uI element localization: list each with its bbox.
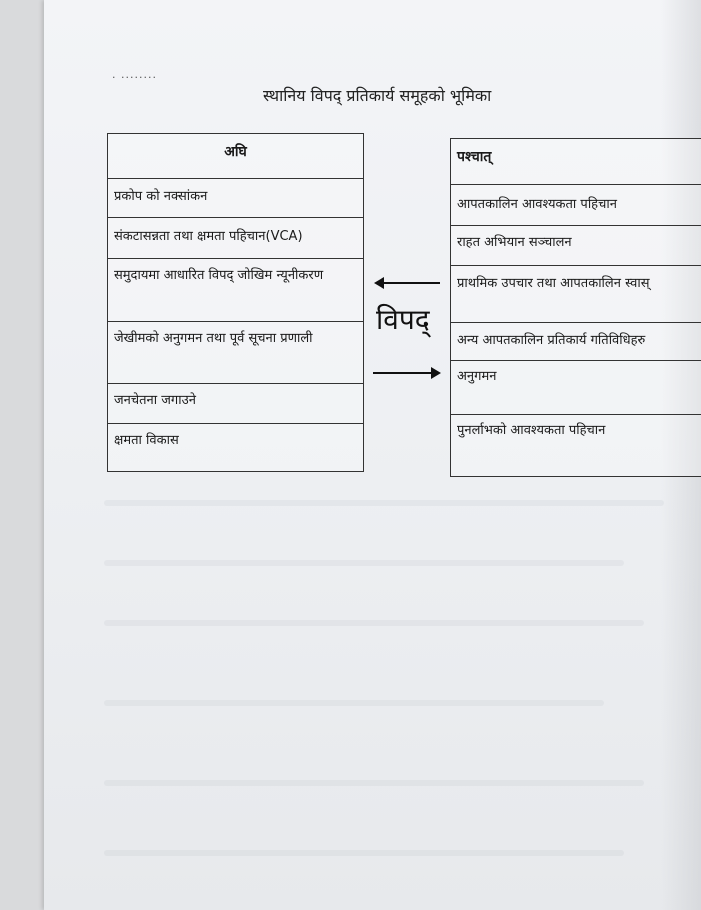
after-item: प्राथमिक उपचार तथा आपतकालिन स्वास् — [451, 265, 701, 322]
page-title: स्थानिय विपद् प्रतिकार्य समूहको भूमिका — [263, 86, 492, 105]
after-item: राहत अभियान सञ्चालन — [451, 225, 701, 265]
before-item: प्रकोप को नक्सांकन — [108, 178, 363, 217]
before-item: जेखीमको अनुगमन तथा पूर्व सूचना प्रणाली — [108, 321, 363, 383]
faint-bleed-line — [104, 780, 644, 786]
handwritten-mark: . ........ — [112, 68, 157, 81]
arrow-right-icon — [373, 372, 433, 374]
faint-bleed-line — [104, 850, 624, 856]
arrow-left-icon — [382, 282, 440, 284]
before-item: संकटासन्नता तथा क्षमता पहिचान(VCA) — [108, 217, 363, 258]
before-item: क्षमता विकास — [108, 423, 363, 471]
before-table — [107, 133, 364, 472]
after-item: अन्य आपतकालिन प्रतिकार्य गतिविधिहरु — [451, 322, 701, 360]
before-item: जनचेतना जगाउने — [108, 383, 363, 423]
faint-bleed-line — [104, 700, 604, 706]
faint-bleed-line — [104, 620, 644, 626]
after-item: पुनर्लाभको आवश्यकता पहिचान — [451, 414, 701, 476]
before-item: समुदायमा आधारित विपद् जोखिम न्यूनीकरण — [108, 258, 363, 321]
before-header: अघि — [224, 144, 247, 160]
after-header: पश्चात् — [457, 149, 492, 165]
after-item: अनुगमन — [451, 360, 701, 414]
faint-bleed-line — [104, 560, 624, 566]
center-label: विपद् — [376, 303, 430, 336]
after-table — [450, 138, 701, 477]
faint-bleed-line — [104, 500, 664, 506]
after-item: आपतकालिन आवश्यकता पहिचान — [451, 184, 701, 225]
